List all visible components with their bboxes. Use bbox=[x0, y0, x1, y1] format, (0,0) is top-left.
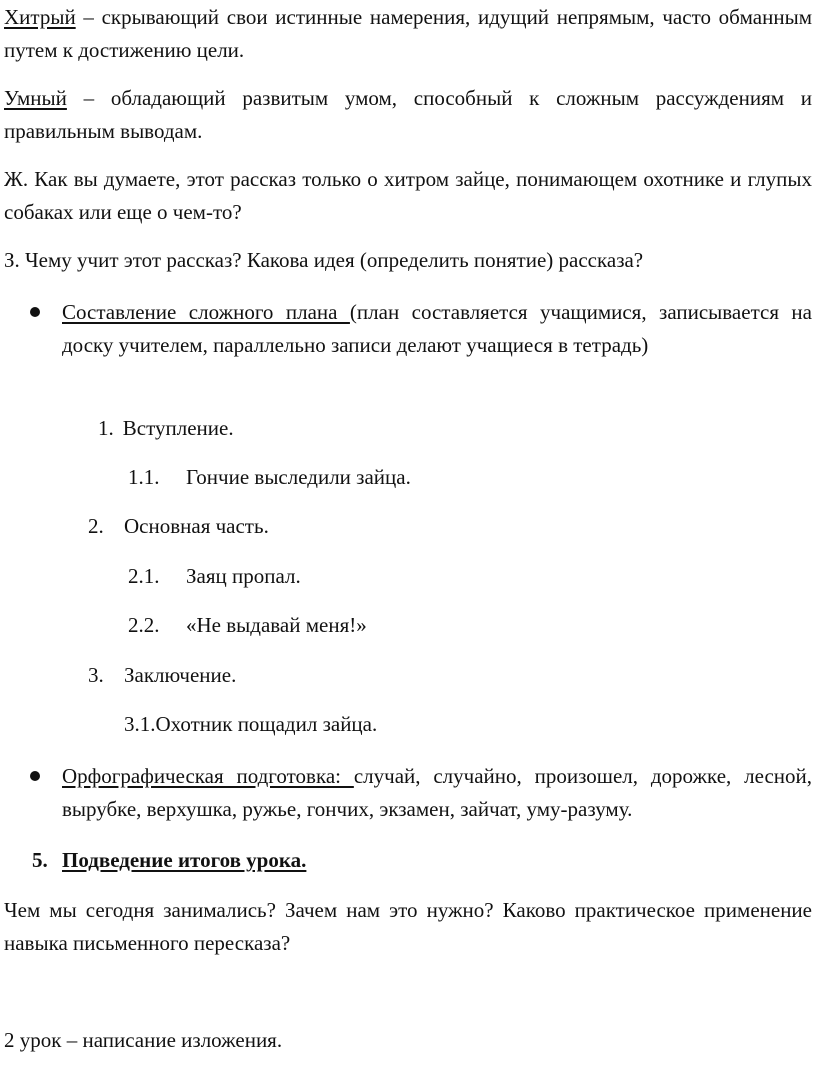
plan-item-text: Вступление. bbox=[122, 416, 234, 440]
bullet-icon bbox=[30, 771, 40, 781]
plan-item-text: «Не выдавай меня!» bbox=[186, 613, 367, 637]
plan-item-text: Гончие выследили зайца. bbox=[186, 465, 411, 489]
plan-item-3-1 bbox=[124, 709, 377, 739]
plan-description: (план составляется учащимися, записывается на доску учителем, параллельно записи делают учащиеся в тетрадь) bbox=[62, 300, 812, 357]
plan-item-number: 3.1. bbox=[124, 712, 156, 736]
plan-bullet bbox=[62, 296, 812, 362]
definition-text: – обладающий развитым умом, способный к сложным рассуждениям и правильным выводам. bbox=[4, 86, 812, 143]
spelling-heading: Орфографическая подготовка: bbox=[62, 764, 354, 788]
plan-item-number: 3. bbox=[88, 663, 104, 687]
definition-text: – скрывающий свои истинные намерения, идущий непрямым, часто обманным путем к достижению цели. bbox=[4, 5, 812, 62]
definition-term: Умный bbox=[4, 86, 67, 110]
summary-question: Чем мы сегодня занимались? Зачем нам это нужно? Каково практическое применение навыка письменного пересказа? bbox=[4, 898, 812, 955]
plan-item-number: 1.1. bbox=[128, 465, 160, 489]
question-zh: Ж. Как вы думаете, этот рассказ только о хитром зайце, понимающем охотнике и глупых собаках или еще о чем-то? bbox=[4, 167, 812, 224]
question-z: З. Чему учит этот рассказ? Какова идея (определить понятие) рассказа? bbox=[4, 248, 644, 272]
plan-item-number: 1. bbox=[98, 416, 114, 440]
spelling-bullet bbox=[62, 760, 812, 826]
plan-item-2-2 bbox=[128, 610, 367, 640]
footer-line: 2 урок – написание изложения. bbox=[4, 1028, 283, 1052]
plan-item-number: 2. bbox=[88, 514, 104, 538]
plan-item-3 bbox=[88, 660, 236, 690]
bullet-icon bbox=[30, 307, 40, 317]
plan-item-2-1 bbox=[128, 561, 301, 591]
plan-item-number: 2.1. bbox=[128, 564, 160, 588]
plan-item-1-1 bbox=[128, 462, 411, 492]
section-5-heading bbox=[32, 845, 306, 875]
plan-item-text: Заключение. bbox=[124, 663, 237, 687]
definition-term: Хитрый bbox=[4, 5, 76, 29]
plan-item-2 bbox=[88, 511, 269, 541]
plan-item-1 bbox=[98, 413, 234, 443]
section-title: Подведение итогов урока. bbox=[62, 848, 307, 872]
plan-heading: Составление сложного плана bbox=[62, 300, 350, 324]
plan-item-text: Заяц пропал. bbox=[186, 564, 301, 588]
definition-umny bbox=[4, 82, 812, 148]
section-number: 5. bbox=[32, 848, 48, 872]
plan-item-text: Основная часть. bbox=[124, 514, 269, 538]
definition-hitry bbox=[4, 1, 812, 67]
plan-item-text: Охотник пощадил зайца. bbox=[155, 712, 378, 736]
plan-item-number: 2.2. bbox=[128, 613, 160, 637]
spelling-words: случай, случайно, произошел, дорожке, лесной, вырубке, верхушка, ружье, гончих, экзамен, зайчат, уму-разуму. bbox=[62, 764, 812, 821]
